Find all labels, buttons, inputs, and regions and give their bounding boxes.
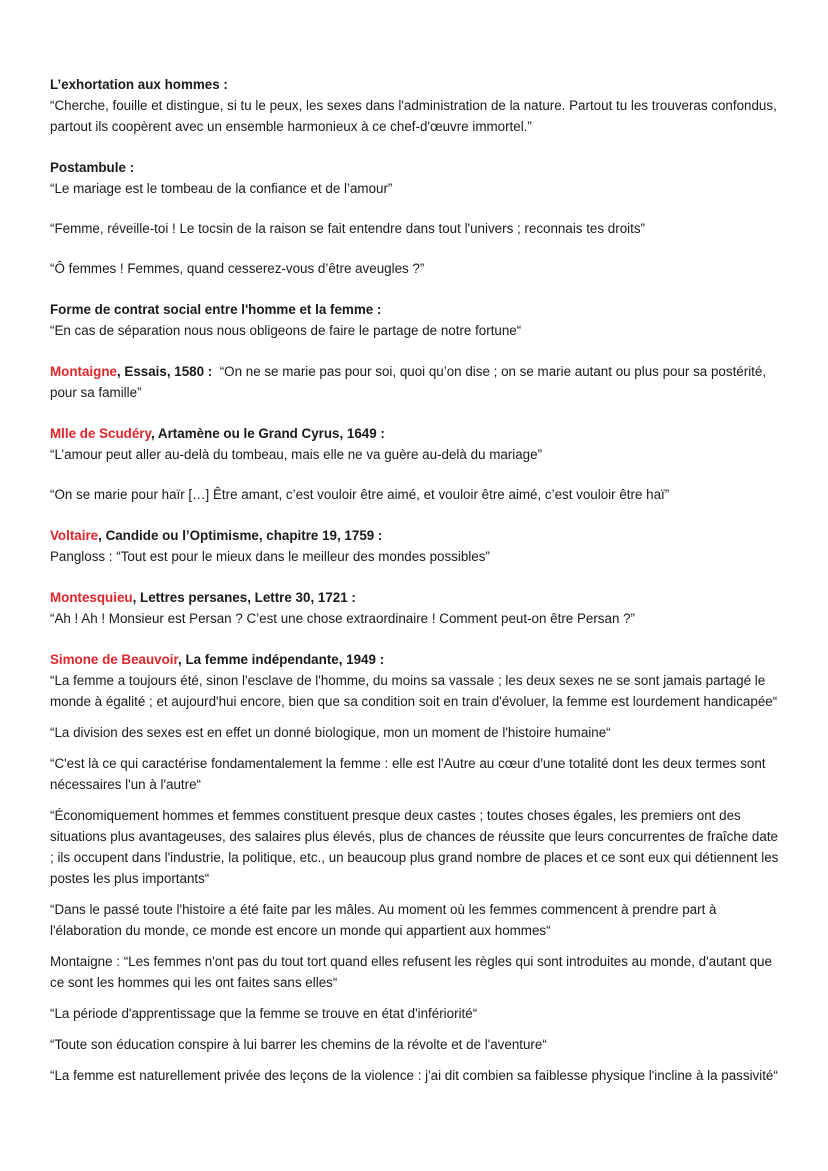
section-heading: Postambule : <box>50 160 135 175</box>
author-name: Montaigne <box>50 364 117 379</box>
quote-block <box>50 1003 782 1024</box>
quote: “On ne se marie pas pour soi, quoi qu’on dise ; on se marie autant ou plus pour sa postérité, pour sa famille” <box>50 364 767 400</box>
section-heading: L’exhortation aux hommes : <box>50 77 228 92</box>
quote: “Ah ! Ah ! Monsieur est Persan ? C’est une chose extraordinaire ! Comment peut-on être Persan ?” <box>50 611 636 626</box>
author-name: Simone de Beauvoir <box>50 652 178 667</box>
section-voltaire <box>50 525 782 567</box>
quote: “La femme a toujours été, sinon l'esclave de l'homme, du moins sa vassale ; les deux sexes ne se sont jamais partagé le monde à égalité ; et aujourd'hui encore, bien que sa condition soit en train d'évoluer, la femme est lourdement handicapée“ <box>50 673 778 709</box>
quote: “Ô femmes ! Femmes, quand cesserez-vous d’être aveugles ?” <box>50 261 425 276</box>
quote-block <box>50 484 782 505</box>
quote-block <box>50 1034 782 1055</box>
quote: “C'est là ce qui caractérise fondamentalement la femme : elle est l'Autre au cœur d'une totalité dont les deux termes sont nécessaires l'un à l'autre“ <box>50 756 766 792</box>
section-exhortation <box>50 74 782 137</box>
quote-block <box>50 899 782 941</box>
section-beauvoir <box>50 649 782 712</box>
section-montesquieu <box>50 587 782 629</box>
work-title: , Lettres persanes, Lettre 30, 1721 : <box>132 590 356 605</box>
quote-block <box>50 753 782 795</box>
author-name: Mlle de Scudéry <box>50 426 151 441</box>
quote: “L’amour peut aller au-delà du tombeau, mais elle ne va guère au-delà du mariage” <box>50 447 543 462</box>
quote: Montaigne : “Les femmes n'ont pas du tout tort quand elles refusent les règles qui sont introduites au monde, d'autant que ce sont les hommes qui les ont faites sans elles“ <box>50 954 772 990</box>
quote: “Économiquement hommes et femmes constituent presque deux castes ; toutes choses égales, les premiers ont des situations plus avantageuses, des salaires plus élevés, plus de chances de réussite que leurs concurrentes de fraîche date ; ils occupent dans l'industrie, la politique, etc., un beaucoup plus grand nombre de places et ce sont eux qui détiennent les postes les plus importants“ <box>50 808 779 886</box>
quote: “En cas de séparation nous nous obligeons de faire le partage de notre fortune“ <box>50 323 522 338</box>
quote: “Le mariage est le tombeau de la confiance et de l’amour” <box>50 181 393 196</box>
quote: “Femme, réveille-toi ! Le tocsin de la raison se fait entendre dans tout l'univers ; reconnais tes droits” <box>50 221 646 236</box>
section-scudery <box>50 423 782 465</box>
quote: “La période d'apprentissage que la femme se trouve en état d'infériorité“ <box>50 1006 478 1021</box>
quote-block <box>50 218 782 239</box>
quote: “Cherche, fouille et distingue, si tu le peux, les sexes dans l'administration de la nature. Partout tu les trouveras confondus, partout ils coopèrent avec un ensemble harmonieux à ce chef-d'œuvre immortel.” <box>50 98 777 134</box>
quote-block <box>50 1065 782 1086</box>
quote-block <box>50 258 782 279</box>
quote: “La femme est naturellement privée des leçons de la violence : j'ai dit combien sa faiblesse physique l'incline à la passivité“ <box>50 1068 778 1083</box>
author-name: Voltaire <box>50 528 99 543</box>
section-heading: Forme de contrat social entre l'homme et la femme : <box>50 302 382 317</box>
quote: “Dans le passé toute l'histoire a été faite par les mâles. Au moment où les femmes commencent à prendre part à l'élaboration du monde, ce monde est encore un monde qui appartient aux hommes“ <box>50 902 717 938</box>
quote-block <box>50 722 782 743</box>
work-title: , Candide ou l’Optimisme, chapitre 19, 1759 : <box>98 528 383 543</box>
work-title: , Essais, 1580 : <box>116 364 213 379</box>
work-title: , La femme indépendante, 1949 : <box>178 652 385 667</box>
section-montaigne <box>50 361 782 403</box>
author-name: Montesquieu <box>50 590 133 605</box>
section-postambule <box>50 157 782 199</box>
quote: “On se marie pour haïr […] Être amant, c’est vouloir être aimé, et vouloir être aimé, c’est vouloir être haï” <box>50 487 670 502</box>
quote: “La division des sexes est en effet un donné biologique, mon un moment de l'histoire humaine“ <box>50 725 611 740</box>
quote-block <box>50 805 782 889</box>
quote: “Toute son éducation conspire à lui barrer les chemins de la révolte et de l'aventure“ <box>50 1037 547 1052</box>
quote-block <box>50 951 782 993</box>
quote: Pangloss : “Tout est pour le mieux dans le meilleur des mondes possibles” <box>50 549 490 564</box>
work-title: , Artamène ou le Grand Cyrus, 1649 : <box>150 426 385 441</box>
section-contrat-social <box>50 299 782 341</box>
